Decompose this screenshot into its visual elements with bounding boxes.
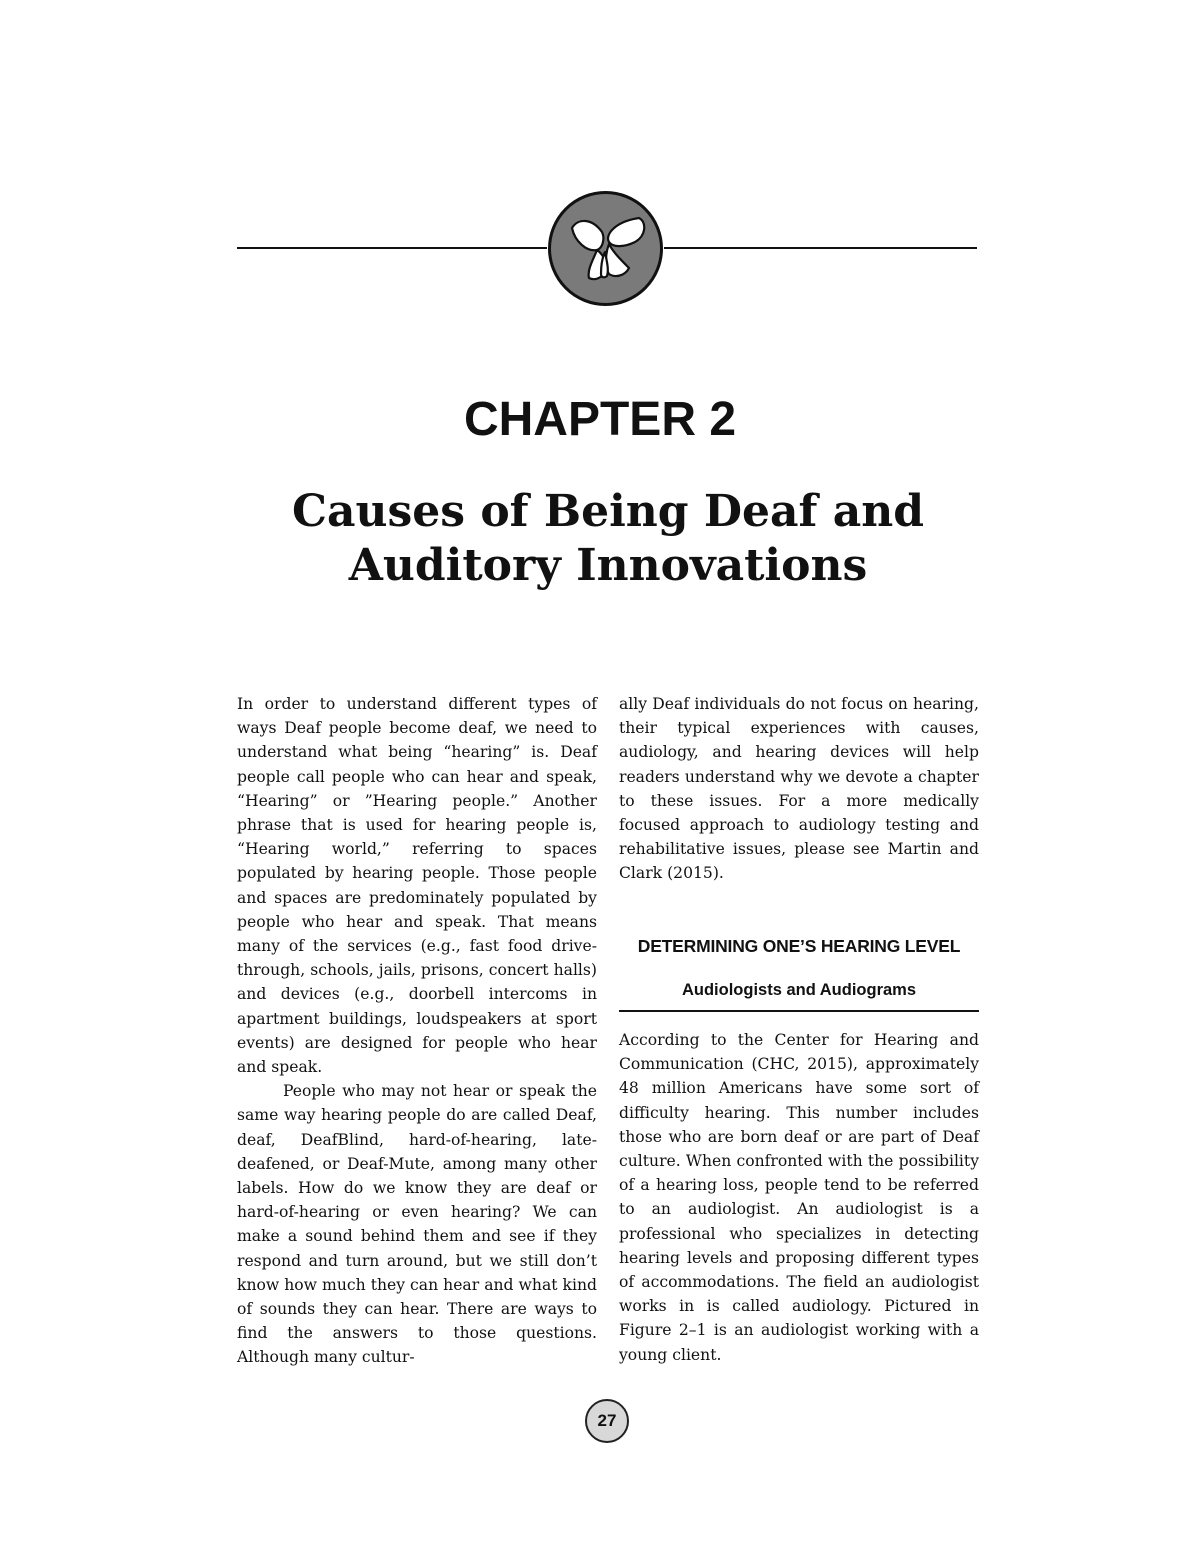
- right-text-column: [619, 692, 979, 1367]
- ornament-rule-right: [664, 247, 977, 249]
- body-paragraph: ally Deaf individuals do not focus on hearing, their typical experiences with causes, audiology, and hearing devices will help readers understand why we devote a chapter to these issues. For a more medically focused approach to audiology testing and rehabilitative issues, please see Martin and Clark (2015).: [619, 695, 979, 883]
- body-paragraph: According to the Center for Hearing and Communication (CHC, 2015), approximately 48 million Americans have some sort of difficulty hearing. This number includes those who are born deaf or are part of Deaf culture. When confronted with the possibility of a hearing loss, people tend to be referred to an audiologist. An audiologist is a professional who specializes in detecting hearing levels and proposing different types of accommodations. The field an audiologist works in is called audiology. Pictured in Figure 2–1 is an audiologist working with a young client.: [619, 1031, 979, 1364]
- subsection-heading: Audiologists and Audiograms: [619, 978, 979, 1012]
- ornament-rule-left: [237, 247, 547, 249]
- chapter-number: CHAPTER 2: [463, 393, 737, 446]
- body-paragraph: In order to understand different types of ways Deaf people become deaf, we need to understand what being “hearing” is. Deaf people call people who can hear and speak, “Hearing” or ”Hearing people.” Another phrase that is used for hearing people is, “Hearing world,” referring to spaces populated by hearing people. Those people and spaces are predominately populated by people who hear and speak. That means many of the services (e.g., fast food drive-through, schools, jails, prisons, concert halls) and devices (e.g., doorbell intercoms in apartment buildings, loudspeakers at sport events) are designed for people who hear and speak.: [237, 695, 597, 1077]
- chapter-title-line-1: Causes of Being Deaf and: [291, 486, 925, 537]
- body-paragraph: [237, 1079, 597, 1369]
- chapter-title: [0, 485, 1200, 593]
- page-number: 27: [585, 1399, 629, 1443]
- butterfly-icon: [547, 190, 664, 307]
- left-text-column: [237, 692, 597, 1370]
- body-paragraph-text: People who may not hear or speak the same way hearing people do are called Deaf, deaf, DeafBlind, hard-of-hearing, late-deafened, or Deaf-Mute, among many other labels. How do we know they are deaf or hard-of-hearing or even hearing? We can make a sound behind them and see if they respond and turn around, but we still don’t know how much they can hear and what kind of sounds they can hear. There are ways to find the answers to those questions. Although many cultur-: [237, 1082, 597, 1367]
- section-heading: DETERMINING ONE’S HEARING LEVEL: [637, 935, 961, 956]
- chapter-title-line-2: Auditory Innovations: [348, 540, 868, 591]
- chapter-ornament: [237, 190, 977, 310]
